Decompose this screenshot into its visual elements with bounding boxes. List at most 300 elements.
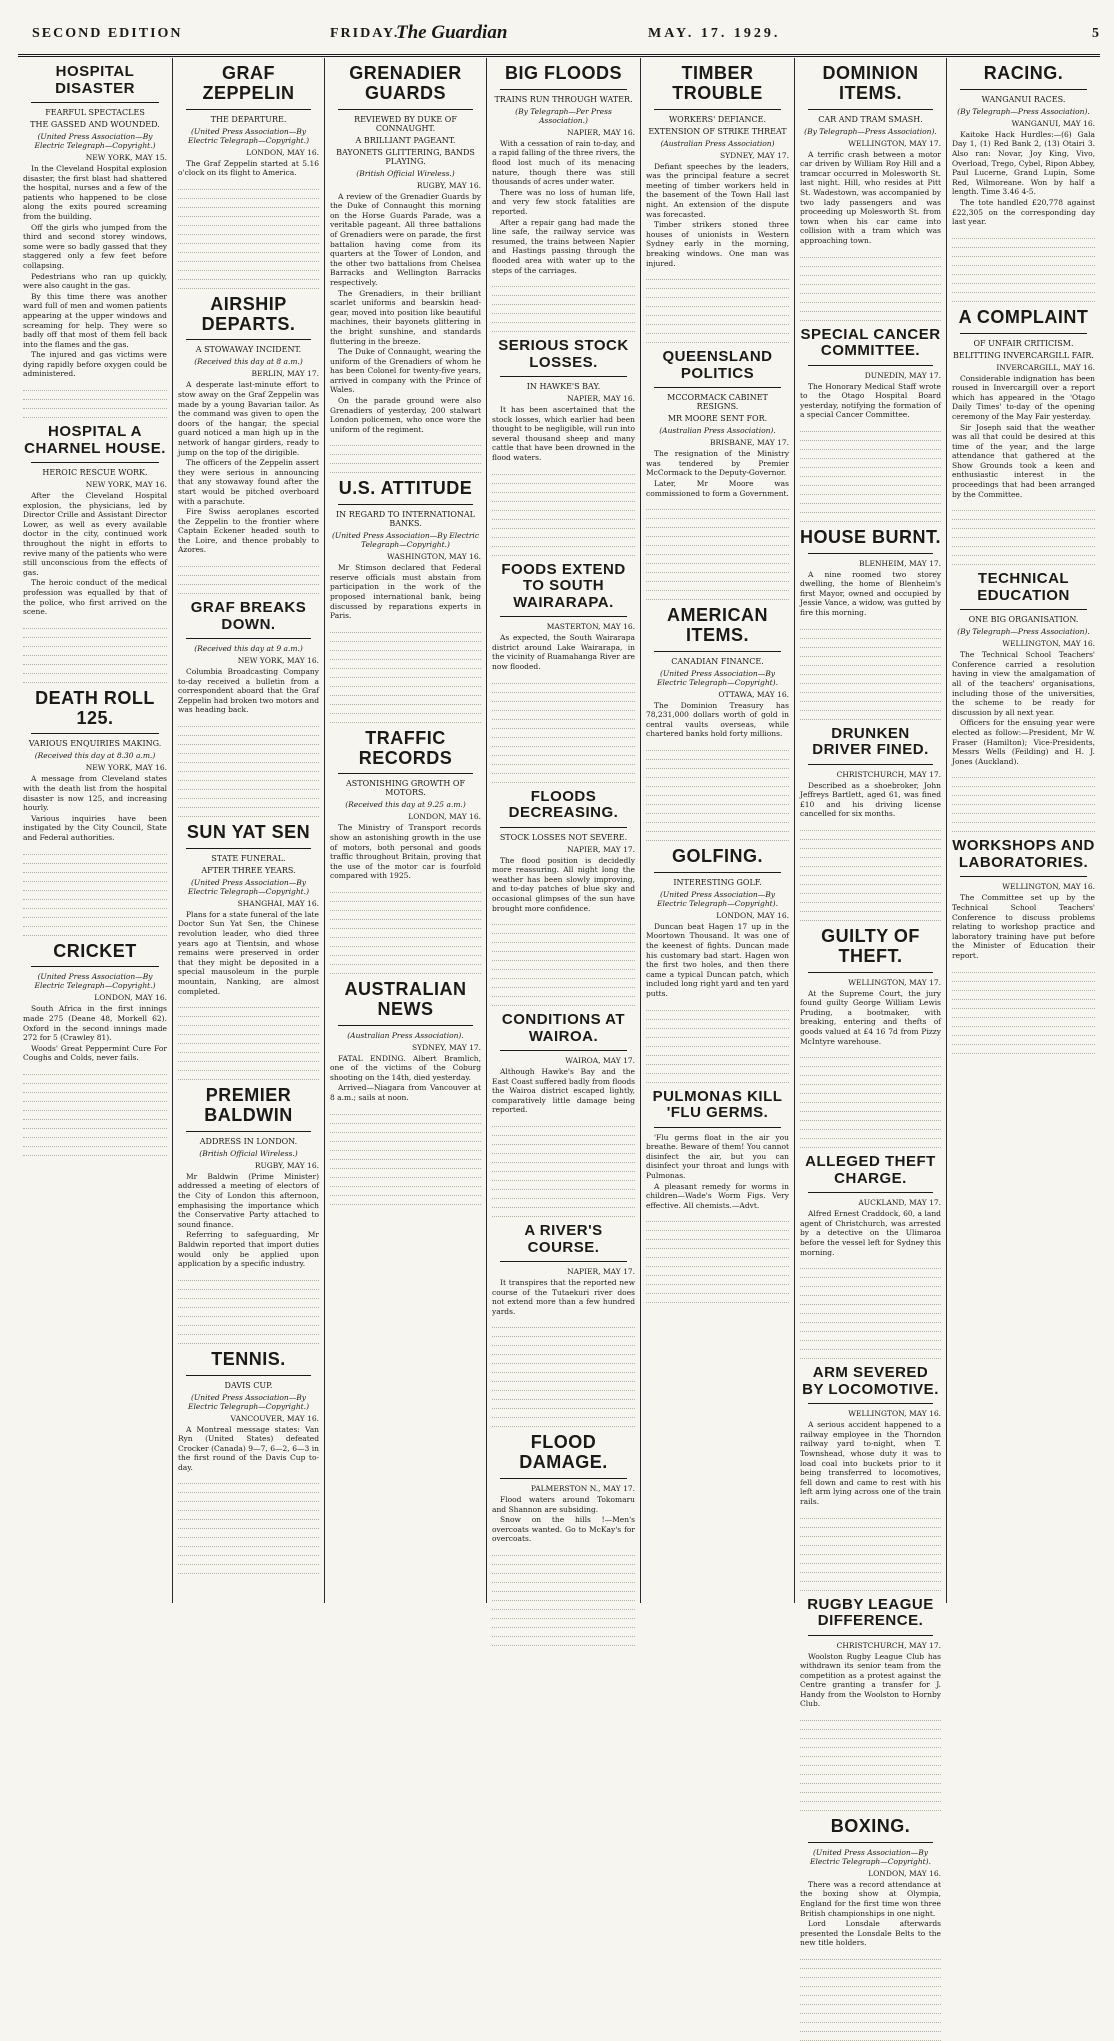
article-paragraph: The Duke of Connaught, wearing the uniform of the Grenadiers of whom he has been Colonel for twenty-five years, arrived in company with the Prince of Wales. <box>330 347 481 395</box>
text-line <box>492 1593 635 1601</box>
text-line <box>800 1988 941 1996</box>
article-body <box>800 1880 941 1948</box>
text-continuation <box>492 279 635 332</box>
text-line <box>952 770 1095 778</box>
headline-rule <box>338 773 473 774</box>
text-line <box>492 1383 635 1391</box>
text-line <box>330 456 481 464</box>
text-line <box>952 824 1095 832</box>
text-line <box>800 250 941 258</box>
column-1 <box>18 58 172 1603</box>
text-line <box>646 824 789 832</box>
text-line <box>330 1116 481 1124</box>
text-line <box>800 451 941 459</box>
text-line <box>178 1539 319 1547</box>
text-line <box>800 850 941 858</box>
text-line <box>492 685 635 693</box>
article-headline: GUILTY OF THEFT. <box>821 926 920 966</box>
article-subheading: WORKERS' DEFIANCE. <box>668 114 767 124</box>
text-continuation <box>330 625 481 723</box>
article-subheading: HEROIC RESCUE WORK. <box>42 468 148 478</box>
text-line <box>952 797 1095 805</box>
article-body <box>800 1209 941 1257</box>
text-line <box>646 583 789 591</box>
text-line <box>800 868 941 876</box>
article-dateline: NAPIER, MAY 16. <box>567 127 635 137</box>
article-headline: QUEENSLAND POLITICS <box>662 348 773 382</box>
text-line <box>492 1128 635 1136</box>
text-line <box>492 748 635 756</box>
text-line <box>646 1277 789 1285</box>
text-line <box>800 1297 941 1305</box>
text-line <box>646 833 789 841</box>
text-line <box>646 770 789 778</box>
article-headline: AUSTRALIAN NEWS <box>344 978 467 1019</box>
text-line <box>23 1130 167 1138</box>
article-paragraph: Snow on the hills !—Men's overcoats wanted. Go to McKay's for overcoats. <box>492 1515 635 1544</box>
text-line <box>178 568 319 576</box>
text-line <box>178 728 319 736</box>
text-line <box>178 236 319 244</box>
article-paragraph: Duncan beat Hagen 17 up in the Moortown Thousand. It was one of the keenest of fights. Duncan made his customary bad start. Hagen won the first two holes, and then there came a typical Duncan patch, which included long right yard and ten yard putts. <box>646 921 789 999</box>
column-7 <box>946 58 1100 1603</box>
article-dateline: LONDON, MAY 16. <box>868 1868 941 1878</box>
article-paragraph: Considerable indignation has been roused in Invercargill over a report which has appeared in the 'Otago Daily Times' to-day of the opening ceremony of the May Fair yesterday. <box>952 373 1095 421</box>
column-5 <box>640 58 794 1603</box>
article <box>492 1433 635 1646</box>
text-line <box>330 643 481 651</box>
text-line <box>646 1232 789 1240</box>
text-line <box>23 657 167 665</box>
text-continuation <box>492 676 635 783</box>
column-3 <box>324 58 486 1603</box>
text-line <box>178 1503 319 1511</box>
text-line <box>646 797 789 805</box>
text-line <box>492 998 635 1006</box>
article-paragraph: A message from Cleveland states with the death list from the hospital disaster is now 125, and increasing hourly. <box>23 774 167 813</box>
text-line <box>492 1200 635 1208</box>
text-line <box>330 1152 481 1160</box>
text-line <box>952 276 1095 284</box>
article <box>492 338 635 556</box>
article-credit: (United Press Association—By Electric Telegraph—Copyright). <box>656 668 778 687</box>
article-body <box>23 1004 167 1063</box>
article-dateline: RUGBY, MAY 16. <box>254 1160 319 1170</box>
text-line <box>492 1629 635 1637</box>
text-line <box>646 1021 789 1029</box>
text-line <box>952 557 1095 565</box>
article <box>492 1223 635 1427</box>
text-line <box>800 514 941 522</box>
text-line <box>800 460 941 468</box>
text-continuation <box>178 182 319 289</box>
article-headline: FOODS EXTEND TO SOUTH WAIRARAPA. <box>501 560 626 611</box>
text-line <box>646 574 789 582</box>
article-body <box>23 164 167 379</box>
article-headline: HOUSE BURNT. <box>800 526 942 547</box>
text-line <box>330 957 481 965</box>
text-line <box>178 1273 319 1281</box>
text-line <box>952 512 1095 520</box>
article-body <box>178 1172 319 1269</box>
text-line <box>800 1351 941 1359</box>
text-line <box>952 1001 1095 1009</box>
text-line <box>178 1485 319 1493</box>
text-line <box>330 1161 481 1169</box>
text-line <box>178 281 319 289</box>
text-line <box>178 218 319 226</box>
text-line <box>952 815 1095 823</box>
text-line <box>492 1164 635 1172</box>
article-dateline: WELLINGTON, MAY 16. <box>848 1409 941 1419</box>
text-line <box>330 447 481 455</box>
article-paragraph: It has been ascertained that the stock losses, which earlier had been thought to be negligible, will run into several thousand sheep and many cattle that have been drowned in the flood waters. <box>492 405 635 463</box>
text-line <box>492 1620 635 1628</box>
article-dateline: NEW YORK, MAY 16. <box>237 656 319 666</box>
headline-rule <box>500 616 627 617</box>
article-paragraph: Flood waters around Tokomaru and Shannon are subsiding. <box>492 1495 635 1514</box>
article-dateline: LONDON, MAY 16. <box>716 910 789 920</box>
article-dateline: PALMERSTON N., MAY 17. <box>530 1484 635 1494</box>
text-line <box>800 895 941 903</box>
article-subheading: ADDRESS IN LONDON. <box>199 1136 298 1146</box>
article-credit: (Australian Press Association). <box>347 1030 464 1040</box>
article-subheading: THE DEPARTURE. <box>210 114 287 124</box>
article-body <box>492 1495 635 1544</box>
text-line <box>492 476 635 484</box>
text-line <box>492 1155 635 1163</box>
text-line <box>492 676 635 684</box>
text-line <box>330 1170 481 1178</box>
article <box>800 528 941 720</box>
text-continuation <box>952 231 1095 302</box>
text-line <box>800 1997 941 2005</box>
text-continuation <box>178 1000 319 1080</box>
article-body <box>330 1054 481 1103</box>
text-line <box>800 823 941 831</box>
article-paragraph: In the Cleveland Hospital explosion disaster, the first blast had shattered the hospital, nurses and a few of the patients who happened to be close along the exits poured screaming from the building. <box>23 164 167 221</box>
text-continuation <box>330 438 481 473</box>
text-line <box>646 299 789 307</box>
headline-rule <box>31 966 159 967</box>
text-continuation <box>646 502 789 600</box>
text-line <box>492 1146 635 1154</box>
text-line <box>492 944 635 952</box>
headline-rule <box>500 89 627 90</box>
text-line <box>800 1574 941 1582</box>
article-headline: TENNIS. <box>211 1348 286 1369</box>
article-body <box>646 449 789 498</box>
text-line <box>800 1279 941 1287</box>
text-continuation <box>646 1003 789 1083</box>
headline-rule <box>808 109 933 110</box>
text-line <box>492 1638 635 1646</box>
article-dateline: SYDNEY, MAY 17. <box>412 1042 481 1052</box>
text-line <box>23 856 167 864</box>
article-subheading: BAYONETS GLITTERING, BANDS PLAYING. <box>336 147 475 166</box>
article-paragraph: The Technical School Teachers' Conference carried a resolution having in view the amalgamation of all of the teachers' organisations, including those of the universities, the scheme to be ready for discussion by all next year. <box>952 650 1095 717</box>
text-continuation <box>492 917 635 1006</box>
text-line <box>646 335 789 343</box>
text-line <box>330 1188 481 1196</box>
text-line <box>23 1148 167 1156</box>
text-line <box>800 496 941 504</box>
text-line <box>800 1288 941 1296</box>
text-line <box>646 1223 789 1231</box>
text-line <box>492 1419 635 1427</box>
article-body <box>492 856 635 914</box>
article-headline: PREMIER BALDWIN <box>204 1085 293 1125</box>
article <box>178 823 319 1080</box>
article-paragraph: Described as a shoebroker, John Jeffreys Bartlett, aged 61, was fined £10 and his driving license cancelled for six months. <box>800 780 941 819</box>
text-line <box>492 989 635 997</box>
text-line <box>800 259 941 267</box>
text-line <box>800 469 941 477</box>
text-line <box>800 1749 941 1757</box>
headline-rule <box>186 1375 311 1376</box>
article-body <box>800 150 941 246</box>
columns <box>18 58 1100 1948</box>
text-line <box>800 1261 941 1269</box>
article-headline: PULMONAS KILL 'FLU GERMS. <box>652 1087 783 1122</box>
article-credit: (By Telegraph—Per Press Association.) <box>515 106 612 125</box>
article-subheading: TRAINS RUN THROUGH WATER. <box>494 94 633 104</box>
article <box>178 295 319 594</box>
article-credit: (Australian Press Association) <box>660 138 775 148</box>
text-line <box>23 919 167 927</box>
text-line <box>952 285 1095 293</box>
article-dateline: BLENHEIM, MAY 17. <box>858 558 941 568</box>
text-line <box>492 926 635 934</box>
text-continuation <box>23 383 167 418</box>
text-line <box>330 1125 481 1133</box>
article-credit: (By Telegraph—Press Association). <box>957 106 1090 116</box>
text-line <box>178 272 319 280</box>
text-continuation <box>330 1107 481 1205</box>
text-line <box>492 757 635 765</box>
article-subheading: ONE BIG ORGANISATION. <box>968 615 1079 625</box>
headline-rule <box>186 339 311 340</box>
text-line <box>492 1356 635 1364</box>
article-dateline: NEW YORK, MAY 15. <box>85 153 167 162</box>
article <box>800 927 941 1148</box>
text-line <box>492 980 635 988</box>
text-continuation <box>800 424 941 522</box>
text-line <box>800 1961 941 1969</box>
article-headline: CONDITIONS AT WAIROA. <box>501 1011 626 1045</box>
text-continuation <box>800 1050 941 1148</box>
text-continuation <box>23 621 167 683</box>
article-paragraph: Arrived—Niagara from Vancouver at 8 a.m.; sails at noon. <box>330 1083 481 1102</box>
text-line <box>492 1374 635 1382</box>
text-line <box>178 1512 319 1520</box>
text-line <box>800 694 941 702</box>
text-line <box>800 2033 941 2041</box>
text-line <box>178 737 319 745</box>
text-line <box>646 1268 789 1276</box>
article-subheading: EXTENSION OF STRIKE THREAT <box>648 126 787 136</box>
article-paragraph: After a repair gang had made the line safe, the railway service was resumed, the trains between Napier and Hastings passing through the flooded area with water up to the steps of the carriages. <box>492 217 635 275</box>
text-line <box>800 703 941 711</box>
text-line <box>330 939 481 947</box>
text-continuation <box>646 743 789 841</box>
headline-rule <box>654 1127 781 1128</box>
text-line <box>330 1197 481 1205</box>
text-continuation <box>492 1320 635 1427</box>
article-subheading: CANADIAN FINANCE. <box>671 656 764 666</box>
article-headline: HOSPITAL A CHARNEL HOUSE. <box>24 423 166 457</box>
article-dateline: LONDON, MAY 16. <box>408 812 481 822</box>
article-paragraph: Columbia Broadcasting Company to-day received a bulletin from a correspondent aboard that the Graf Zeppelin had broken two motors and was heading back. <box>178 667 319 715</box>
article-paragraph: Lord Lonsdale afterwards presented the Lonsdale Belts to the new title holders. <box>800 1919 941 1948</box>
text-line <box>492 530 635 538</box>
text-line <box>800 2024 941 2032</box>
article-paragraph: A review of the Grenadier Guards by the Duke of Connaught this morning on the Horse Guards Parade, was a veritable pageant. All three battalions of Grenadiers were on parade, the first battalion having come from its quarters at the Tower of London, and the other two battalions from Chelsea Barracks and Wellington Barracks respectively. <box>330 191 481 287</box>
text-line <box>646 1003 789 1011</box>
article-credit: (United Press Association—By Electric Telegraph—Copyright.) <box>187 1392 309 1411</box>
article-credit: (United Press Association—By Electric Telegraph—Copyright.) <box>187 126 309 145</box>
article-dateline: CHRISTCHURCH, MAY 17. <box>836 769 941 779</box>
text-continuation <box>800 250 941 321</box>
text-line <box>800 1113 941 1121</box>
text-line <box>330 1143 481 1151</box>
text-line <box>800 877 941 885</box>
article-body <box>952 374 1095 500</box>
article-paragraph: A terrific crash between a motor car driven by William Roy Hill and a tramcar occurred in Molesworth St. last night. Hill, who resides at Pitt St. Wadestown, was accompanied by two lady passengers and was proceeding up Molesworth St. from town when his car came into collision with a tram which was approaching town. <box>800 149 941 245</box>
text-line <box>178 755 319 763</box>
text-line <box>492 694 635 702</box>
article-paragraph: At the Supreme Court, the jury found guilty George William Lewis Pruding, a bootmaker, with breaking, entering and thefts of goods valued at £4 16 7d from Pizzy McIntyre warehouse. <box>800 988 941 1046</box>
article <box>178 600 319 817</box>
article-headline: FLOOD DAMAGE. <box>519 1432 608 1473</box>
text-continuation <box>952 503 1095 565</box>
article <box>800 1365 941 1590</box>
text-line <box>330 465 481 473</box>
text-line <box>800 631 941 639</box>
text-line <box>178 1072 319 1080</box>
headline-rule <box>186 848 311 849</box>
text-line <box>23 883 167 891</box>
text-line <box>646 592 789 600</box>
article-subheading: FEARFUL SPECTACLES <box>45 108 145 117</box>
article-subheading: THE GASSED AND WOUNDED. <box>30 120 160 129</box>
text-line <box>800 1767 941 1775</box>
headline-rule <box>960 609 1087 610</box>
article-body <box>800 570 941 618</box>
text-line <box>178 1557 319 1565</box>
text-line <box>492 1182 635 1190</box>
text-line <box>646 511 789 519</box>
date-label: MAY. 17. 1929. <box>648 26 781 41</box>
text-line <box>492 1338 635 1346</box>
article-body <box>330 192 481 435</box>
article-dateline: OTTAWA, MAY 16. <box>718 689 789 699</box>
article-paragraph: Pedestrians who ran up quickly, were also caught in the gas. <box>23 271 167 291</box>
article-paragraph: The heroic conduct of the medical profession was equalled by that of the police, who first arrived on the scene. <box>23 578 167 617</box>
text-line <box>492 1410 635 1418</box>
text-line <box>178 577 319 585</box>
text-line <box>800 1740 941 1748</box>
text-line <box>178 1318 319 1326</box>
text-line <box>178 1282 319 1290</box>
text-line <box>800 649 941 657</box>
article-paragraph: Off the girls who jumped from the third and second storey windows, some were so badly gassed that they staggered only a few feet before collapsing. <box>23 222 167 270</box>
article-dateline: NEW YORK, MAY 16. <box>85 763 167 773</box>
article-paragraph: Although Hawke's Bay and the East Coast suffered badly from floods the Wairoa district escaped lightly, comparatively little damage being reported. <box>492 1067 635 1115</box>
text-line <box>800 1068 941 1076</box>
article-body <box>178 1425 319 1473</box>
article-subheading: A BRILLIANT PAGEANT. <box>355 135 456 145</box>
text-line <box>492 730 635 738</box>
article-headline: BOXING. <box>830 1816 911 1837</box>
article-body <box>646 162 789 269</box>
article-dateline: DUNEDIN, MAY 17. <box>864 370 941 380</box>
text-line <box>330 1179 481 1187</box>
text-line <box>178 1000 319 1008</box>
text-line <box>492 494 635 502</box>
text-line <box>800 1731 941 1739</box>
article-dateline: NEW YORK, MAY 16. <box>85 480 167 490</box>
article <box>492 64 635 332</box>
text-line <box>178 245 319 253</box>
text-line <box>800 832 941 840</box>
article-subheading: AFTER THREE YEARS. <box>201 865 296 875</box>
article-headline: RACING. <box>983 63 1064 83</box>
text-line <box>178 254 319 262</box>
text-line <box>23 401 167 409</box>
text-line <box>178 1548 319 1556</box>
text-line <box>178 586 319 594</box>
text-line <box>330 679 481 687</box>
text-line <box>330 670 481 678</box>
text-line <box>800 313 941 321</box>
text-continuation <box>800 1713 941 1811</box>
article-body <box>492 405 635 463</box>
article-paragraph: By this time there was another ward full of men and women patients appearing at the upper windows and screaming for help. They were so badly off that most of them fell back into the flames and the gas. <box>23 291 167 349</box>
text-line <box>800 1324 941 1332</box>
text-line <box>646 529 789 537</box>
article-body <box>492 1278 635 1316</box>
text-line <box>646 1057 789 1065</box>
text-line <box>330 930 481 938</box>
text-line <box>492 467 635 475</box>
text-line <box>23 648 167 656</box>
article-body <box>178 380 319 555</box>
text-line <box>492 485 635 493</box>
article <box>178 1086 319 1344</box>
text-line <box>952 974 1095 982</box>
article-body <box>952 130 1095 227</box>
text-line <box>330 948 481 956</box>
article-body <box>800 781 941 819</box>
text-line <box>952 1019 1095 1027</box>
article-subheading: BELITTING INVERCARGILL FAIR. <box>953 350 1094 360</box>
article-paragraph: Timber strikers stoned three houses of unionists in Western Sydney early in the morning, breaking windows. One man was injured. <box>646 220 789 268</box>
article-body <box>952 893 1095 960</box>
headline-rule <box>960 876 1087 877</box>
paper-title: The Guardian <box>396 22 508 43</box>
article-credit: (Received this day at 8.30 a.m.) <box>34 751 156 761</box>
text-line <box>646 520 789 528</box>
text-line <box>952 231 1095 239</box>
article-headline: A RIVER'S COURSE. <box>524 1222 603 1256</box>
text-line <box>800 1122 941 1130</box>
text-line <box>646 1259 789 1267</box>
text-line <box>330 625 481 633</box>
article-paragraph: The injured and gas victims were dying rapidly before oxygen could be administered. <box>23 350 167 379</box>
text-line <box>178 263 319 271</box>
article-paragraph: The resignation of the Ministry was tendered by Premier McCormack to the Deputy-Governor. <box>646 449 789 478</box>
